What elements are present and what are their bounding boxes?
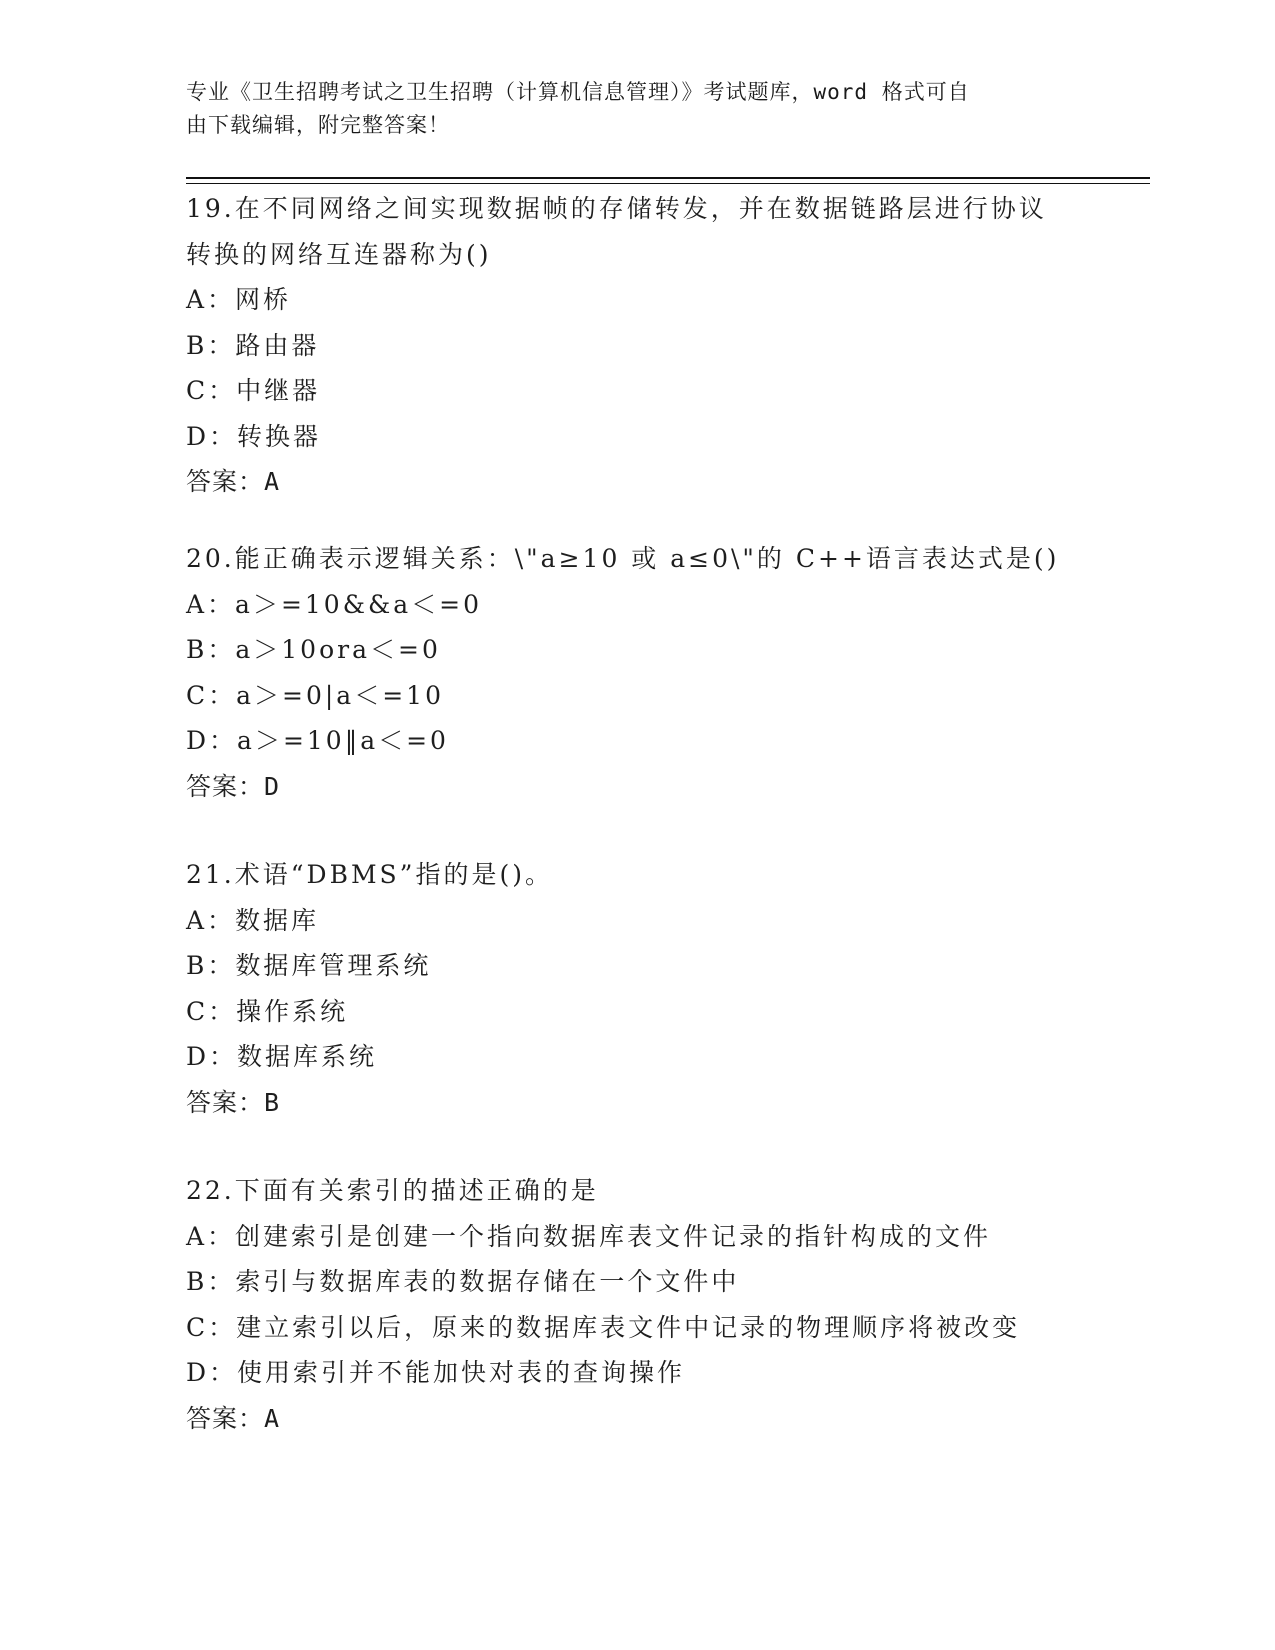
option-b: B：数据库管理系统 bbox=[186, 951, 432, 980]
question-stem-line: 19.在不同网络之间实现数据帧的存储转发，并在数据链路层进行协议 bbox=[186, 194, 1047, 223]
option-d: D：a＞=10‖a＜=0 bbox=[186, 726, 449, 755]
option-a: A：创建索引是创建一个指向数据库表文件记录的指针构成的文件 bbox=[186, 1221, 992, 1251]
option-c: C：a＞=0|a＜=10 bbox=[186, 680, 444, 710]
document-header bbox=[186, 76, 1086, 142]
header-divider-thin bbox=[186, 183, 1150, 184]
option-b: B：a＞10ora＜=0 bbox=[186, 635, 441, 664]
option-a: A：数据库 bbox=[186, 905, 320, 935]
option-b: B：索引与数据库表的数据存储在一个文件中 bbox=[186, 1267, 740, 1296]
header-line-2: 由下载编辑，附完整答案！ bbox=[186, 113, 450, 137]
question-19 bbox=[186, 186, 1086, 505]
question-20 bbox=[186, 536, 1086, 809]
option-c: C：中继器 bbox=[186, 376, 321, 405]
option-a: A：a＞=10&&a＜=0 bbox=[186, 589, 482, 619]
question-stem-line: 20.能正确表示逻辑关系：\"a≥10 或 a≤0\"的 C++语言表达式是() bbox=[186, 544, 1060, 573]
option-d: D：使用索引并不能加快对表的查询操作 bbox=[186, 1358, 686, 1387]
option-d: D：数据库系统 bbox=[186, 1042, 378, 1071]
question-stem-line: 转换的网络互连器称为() bbox=[186, 239, 492, 269]
answer: 答案：D bbox=[186, 771, 281, 801]
question-stem-line: 21.术语“DBMS”指的是()。 bbox=[186, 860, 553, 889]
option-b: B：路由器 bbox=[186, 330, 320, 360]
option-d: D：转换器 bbox=[186, 421, 322, 451]
answer: 答案：A bbox=[186, 467, 281, 496]
option-c: C：建立索引以后，原来的数据库表文件中记录的物理顺序将被改变 bbox=[186, 1312, 1021, 1342]
answer: 答案：A bbox=[186, 1403, 281, 1433]
header-divider-thick bbox=[186, 177, 1150, 179]
option-a: A：网桥 bbox=[186, 285, 292, 314]
answer: 答案：B bbox=[186, 1087, 281, 1117]
question-22 bbox=[186, 1168, 1086, 1441]
option-c: C：操作系统 bbox=[186, 996, 349, 1026]
question-stem-line: 22.下面有关索引的描述正确的是 bbox=[186, 1176, 599, 1205]
header-line-1: 专业《卫生招聘考试之卫生招聘（计算机信息管理）》考试题库，word 格式可自 bbox=[186, 80, 970, 104]
question-21 bbox=[186, 852, 1086, 1125]
